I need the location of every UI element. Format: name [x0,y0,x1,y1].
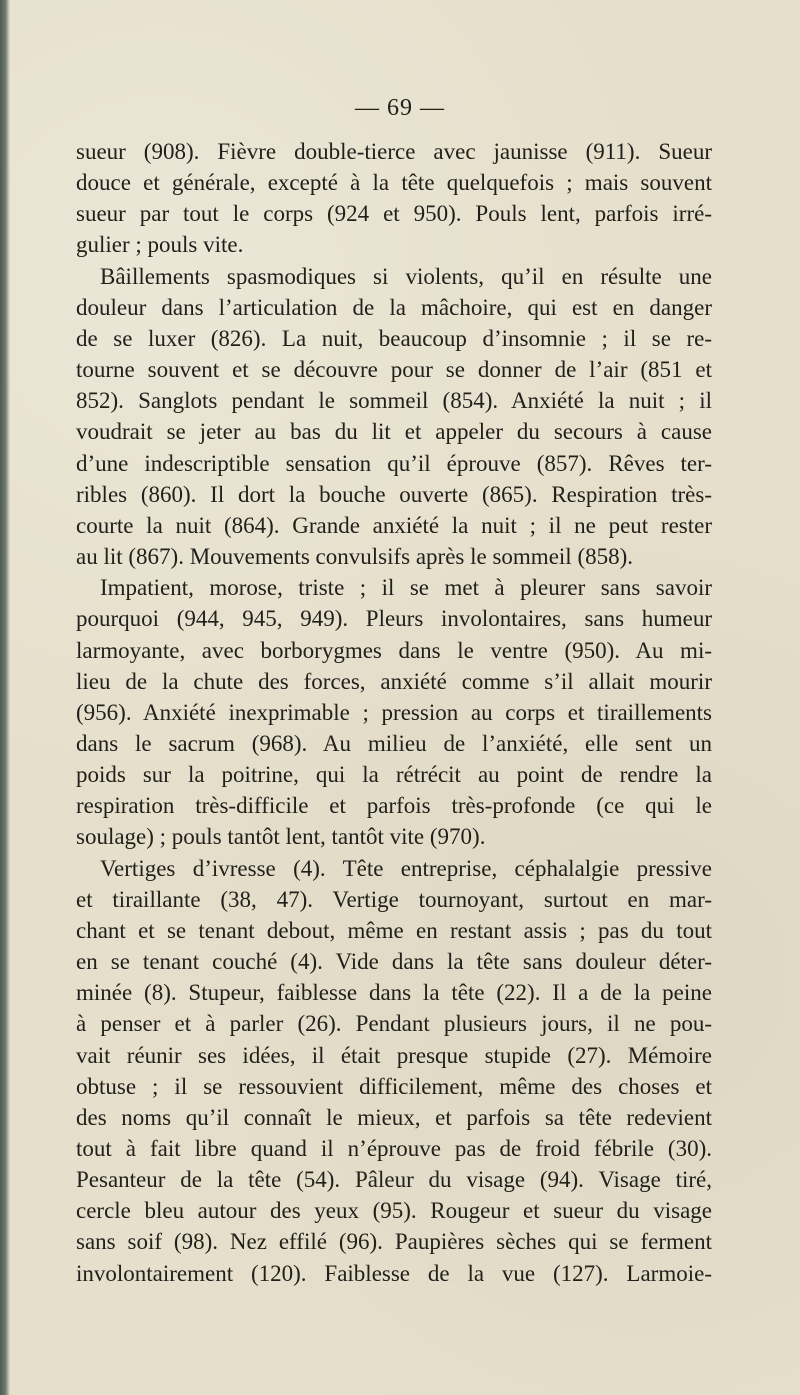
text-line: Pesanteur de la tête (54). Pâleur du visage (94). Visage tiré, [76,1167,712,1193]
text-line: sueur par tout le corps (924 et 950). Pouls lent, parfois irré- [76,201,712,227]
text-line: voudrait se jeter au bas du lit et appeler du secours à cause [76,419,712,445]
text-line: gulier ; pouls vite. [76,232,244,258]
text-line: cercle bleu autour des yeux (95). Rougeur et sueur du visage [76,1198,712,1224]
text-line: sans soif (98). Nez effilé (96). Paupières sèches qui se ferment [76,1229,712,1255]
text-line: vait réunir ses idées, il était presque stupide (27). Mémoire [76,1042,712,1068]
text-line: larmoyante, avec borborygmes dans le ventre (950). Au mi- [76,637,712,663]
text-line: Vertiges d’ivresse (4). Tête entreprise, céphalalgie pressive [100,855,712,881]
text-line: tourne souvent et se découvre pour se donner de l’air (851 et [76,357,712,383]
text-line: soulage) ; pouls tantôt lent, tantôt vite (970). [76,824,486,850]
text-line: 852). Sanglots pendant le sommeil (854). Anxiété la nuit ; il [76,388,712,414]
text-line: douleur dans l’articulation de la mâchoire, qui est en danger [76,294,712,320]
text-line: ribles (860). Il dort la bouche ouverte (865). Respiration très- [76,481,712,507]
text-line: des noms qu’il connaît le mieux, et parfois sa tête redevient [76,1104,712,1130]
text-line: chant et se tenant debout, même en restant assis ; pas du tout [76,917,712,943]
text-line: en se tenant couché (4). Vide dans la tête sans douleur déter- [76,949,712,975]
text-line: douce et générale, excepté à la tête quelquefois ; mais souvent [76,170,712,196]
text-line: obtuse ; il se ressouvient difficilement, même des choses et [76,1073,712,1099]
page-binding-edge [0,0,10,1395]
text-line: pourquoi (944, 945, 949). Pleurs involontaires, sans humeur [76,606,712,632]
text-line: tout à fait libre quand il n’éprouve pas de froid fébrile (30). [76,1136,712,1161]
text-line: Bâillements spasmodiques si violents, qu’il en résulte une [100,263,712,289]
text-line: Impatient, morose, triste ; il se met à pleurer sans savoir [100,575,712,601]
text-line: au lit (867). Mouvements convulsifs après le sommeil (858). [76,544,634,570]
text-line: involontairement (120). Faiblesse de la vue (127). Larmoie- [76,1260,712,1286]
text-line: poids sur la poitrine, qui la rétrécit au point de rendre la [76,762,712,788]
text-line: minée (8). Stupeur, faiblesse dans la tête (22). Il a de la peine [76,980,712,1006]
text-line: de se luxer (826). La nuit, beaucoup d’insomnie ; il se re- [76,325,712,351]
text-line: d’une indescriptible sensation qu’il éprouve (857). Rêves ter- [76,450,712,476]
body-text [76,136,712,1289]
text-line: (956). Anxiété inexprimable ; pression au corps et tiraillements [76,699,712,725]
text-line: courte la nuit (864). Grande anxiété la nuit ; il ne peut rester [76,512,712,538]
text-line: dans le sacrum (968). Au milieu de l’anxiété, elle sent un [76,730,712,756]
page-number: — 69 — [355,95,445,121]
text-line: à penser et à parler (26). Pendant plusieurs jours, il ne pou- [76,1011,712,1037]
text-line: et tiraillante (38, 47). Vertige tournoyant, surtout en mar- [76,886,712,912]
text-line: lieu de la chute des forces, anxiété comme s’il allait mourir [76,668,712,694]
text-line: sueur (908). Fièvre double-tierce avec jaunisse (911). Sueur [76,139,712,164]
text-line: respiration très-difficile et parfois très-profonde (ce qui le [76,793,712,819]
